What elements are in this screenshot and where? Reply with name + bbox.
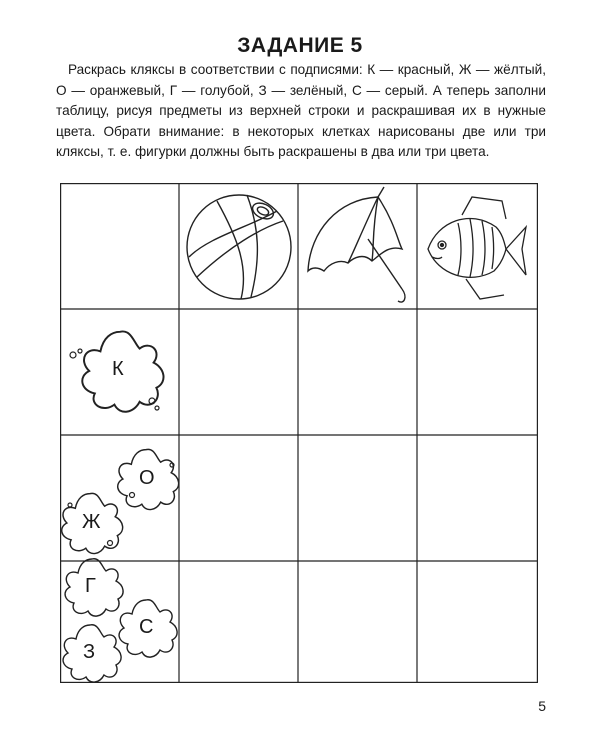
table-drawing <box>60 183 538 683</box>
umbrella-icon <box>308 187 405 302</box>
ball-icon <box>187 195 291 299</box>
blot-label-red: К <box>112 358 124 380</box>
fish-icon <box>428 197 526 299</box>
table-grid-lines <box>60 183 538 683</box>
coloring-table <box>60 183 538 683</box>
blot-label-blue: Г <box>85 575 96 597</box>
blot-label-gray: С <box>139 616 154 638</box>
blot-label-green: З <box>83 641 96 663</box>
page-number: 5 <box>538 698 546 714</box>
blot-label-yellow: Ж <box>82 511 101 533</box>
blot-label-orange: О <box>139 467 155 489</box>
page-title: ЗАДАНИЕ 5 <box>237 34 363 57</box>
instructions <box>56 60 546 163</box>
instructions-text: Раскрась кляксы в соответствии с подписями: К — красный, Ж — жёлтый, О — оранжевый, Г — голубой, З — зелёный, С — серый. А теперь заполни таблицу, рисуя предметы из верхней строки и раскрашивая их в нужные цвета. Обрати внимание: в некоторых клетках нарисованы две или три кляксы, т. е. фигурки должны быть раскрашены в два или три цвета. <box>56 62 546 159</box>
